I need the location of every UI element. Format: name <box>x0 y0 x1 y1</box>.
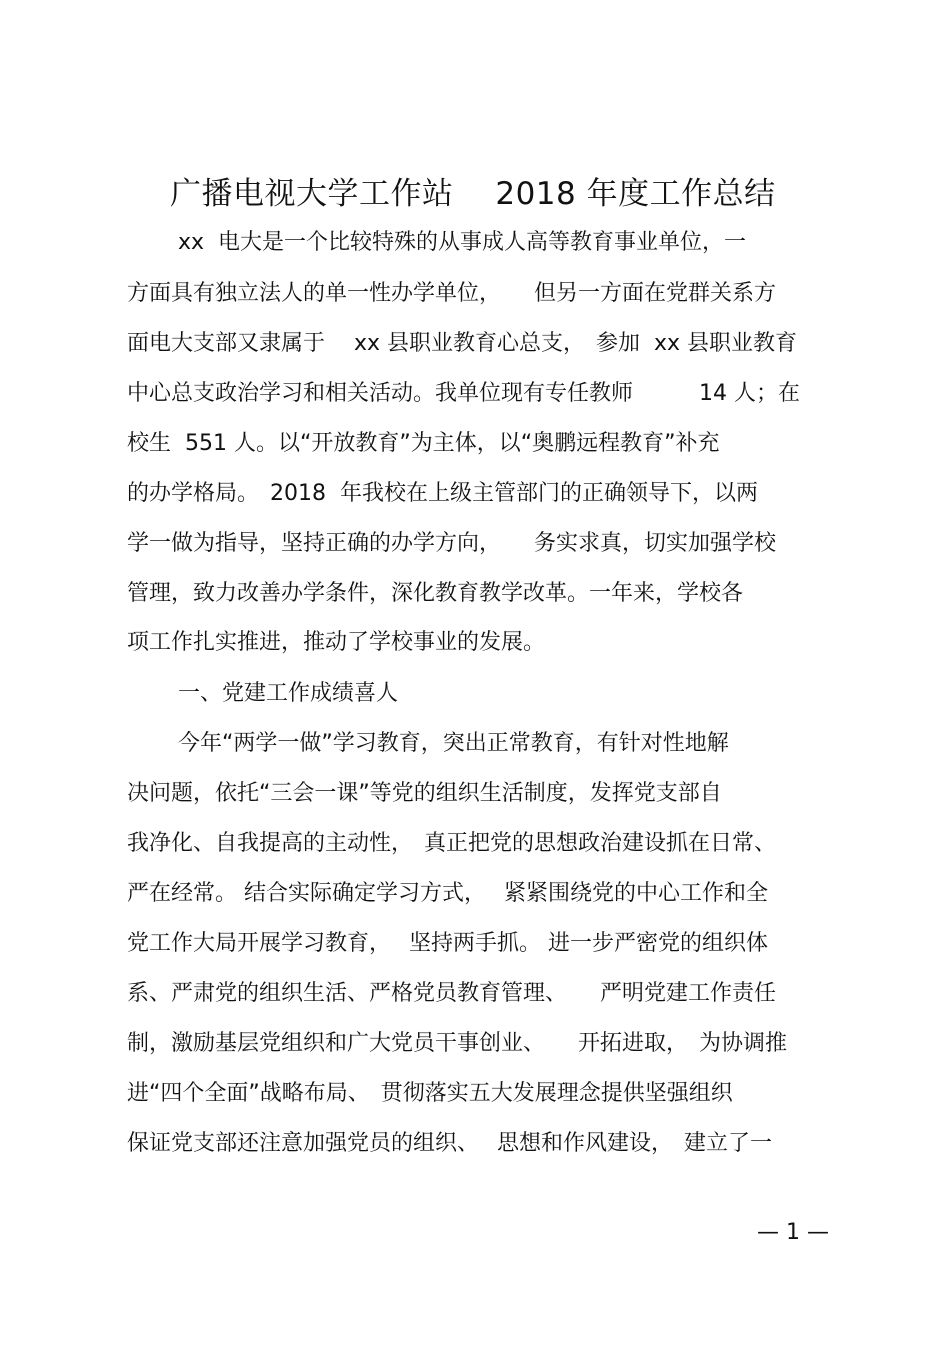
body-line: 的办学格局。 2018 年我校在上级主管部门的正确领导下，以两 <box>127 481 758 506</box>
section-heading: 一、党建工作成绩喜人 <box>178 681 399 706</box>
body-line: 保证党支部还注意加强党员的组织、 思想和作风建设， 建立了一 <box>127 1131 772 1156</box>
body-line: 学一做为指导，坚持正确的办学方向， 务实求真，切实加强学校 <box>127 531 777 556</box>
body-line: 中心总支政治学习和相关活动。我单位现有专任教师 14 人；在 <box>127 381 800 406</box>
body-line: 面电大支部又隶属于 xx 县职业教育心总支， 参加 xx 县职业教育 <box>127 331 798 356</box>
body-line: 校生 551 人。以“开放教育”为主体，以“奥鹏远程教育”补充 <box>127 431 720 456</box>
body-line: 项工作扎实推进，推动了学校事业的发展。 <box>127 630 546 655</box>
body-line: 管理，致力改善办学条件，深化教育教学改革。一年来，学校各 <box>127 581 744 606</box>
page-number: — 1 — <box>757 1220 829 1245</box>
body-line: 系、严肃党的组织生活、严格党员教育管理、 严明党建工作责任 <box>127 981 777 1006</box>
body-line: xx 电大是一个比较特殊的从事成人高等教育事业单位，一 <box>178 230 747 255</box>
body-line: 今年“两学一做”学习教育，突出正常教育，有针对性地解 <box>178 731 729 756</box>
body-line: 严在经常。 结合实际确定学习方式， 紧紧围绕党的中心工作和全 <box>127 881 768 906</box>
body-line: 进“四个全面”战略布局、 贯彻落实五大发展理念提供坚强组织 <box>127 1081 733 1106</box>
body-line: 方面具有独立法人的单一性办学单位， 但另一方面在党群关系方 <box>127 281 777 306</box>
body-line: 党工作大局开展学习教育， 坚持两手抓。 进一步严密党的组织体 <box>127 931 768 956</box>
body-line: 决问题，依托“三会一课”等党的组织生活制度，发挥党支部自 <box>127 781 722 806</box>
body-line: 我净化、自我提高的主动性， 真正把党的思想政治建设抓在日常、 <box>127 831 777 856</box>
document-title: 广播电视大学工作站 2018 年度工作总结 <box>170 176 776 212</box>
body-line: 制，激励基层党组织和广大党员干事创业、 开拓进取， 为协调推 <box>127 1031 788 1056</box>
